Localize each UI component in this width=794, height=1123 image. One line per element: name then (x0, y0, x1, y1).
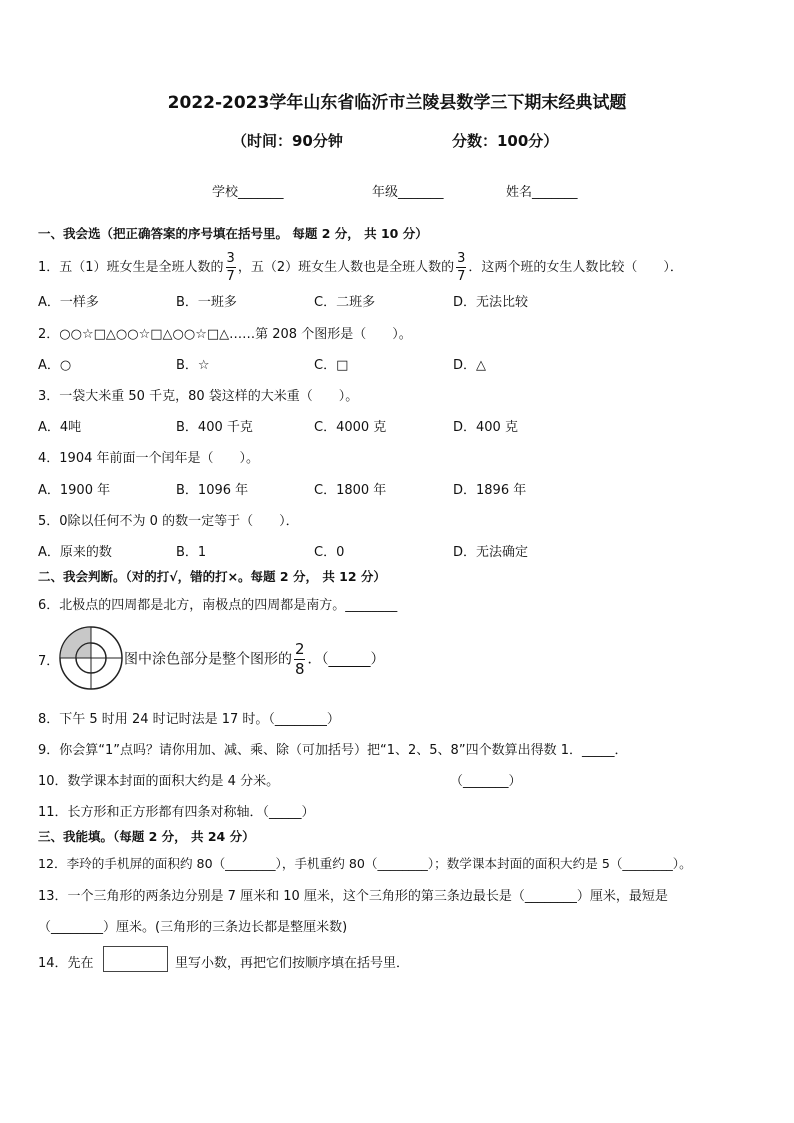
q5-option-d: D．无法确定 (453, 545, 529, 560)
q3-option-a: A．4吨 (38, 420, 82, 435)
question-12: 12．李玲的手机屏的面积约 80（________），手机重约 80（________）；数学课本封面的面积大约是 5（________）。 (38, 856, 692, 871)
exam-time: （时间：90分钟 (232, 132, 343, 150)
number-line-box (103, 946, 168, 972)
q1-option-d: D．无法比较 (453, 295, 529, 310)
question-9: 9．你会算“1”点吗？请你用加、减、乘、除（可加括号）把“1、2、5、8”四个数算出得数 1．_____． (38, 743, 628, 758)
shaded-circle-figure (58, 625, 124, 691)
section-heading-judge: 二、我会判断。（对的打√，错的打×。每题 2 分， 共 12 分） (38, 569, 386, 584)
question-7-blank: ．（______） (307, 651, 385, 668)
section-heading-choice: 一、我会选（把正确答案的序号填在括号里。 每题 2 分， 共 10 分） (38, 226, 428, 241)
q1-option-a: A．一样多 (38, 295, 99, 310)
question-1 (38, 252, 683, 283)
question-4: 4．1904 年前面一个闰年是（ ）。 (38, 451, 259, 466)
question-11: 11．长方形和正方形都有四条对称轴．（_____） (38, 805, 315, 820)
question-1-part-c: ．这两个班的女生人数比较（ ）． (468, 260, 683, 275)
question-7 (124, 642, 385, 677)
q3-option-c: C．4000 克 (314, 420, 387, 435)
q4-option-b: B．1096 年 (176, 483, 249, 498)
q2-option-c: C．□ (314, 358, 349, 373)
page-title: 2022-2023学年山东省临沂市兰陵县数学三下期末经典试题 (167, 93, 627, 113)
question-13-line-1: 13．一个三角形的两条边分别是 7 厘米和 10 厘米，这个三角形的第三条边最长是（________）厘米，最短是 (38, 889, 668, 904)
q2-option-b: B．☆ (176, 358, 210, 373)
q2-option-a: A．○ (38, 358, 72, 373)
question-8: 8．下午 5 时用 24 时记时法是 17 时。（________） (38, 712, 340, 727)
question-2: 2．○○☆□△○○☆□△○○☆□△……第 208 个图形是（ ）。 (38, 327, 412, 342)
question-14-part-a: 14．先在 (38, 956, 94, 971)
q4-option-c: C．1800 年 (314, 483, 387, 498)
question-1-part-b: ，五（2）班女生人数也是全班人数的 (237, 260, 455, 275)
question-7-text: 图中涂色部分是整个图形的 (124, 651, 292, 668)
fraction-3-7-b: $\frac{3}{7}$ (457, 251, 466, 284)
fraction-3-7-a: $\frac{3}{7}$ (226, 251, 235, 284)
section-heading-fill: 三、我能填。（每题 2 分， 共 24 分） (38, 829, 255, 844)
q5-option-c: C．0 (314, 545, 345, 560)
question-6: 6．北极点的四周都是北方，南极点的四周都是南方。________ (38, 598, 398, 613)
question-10: 10．数学课本封面的面积大约是 4 分米。 (38, 774, 280, 789)
q5-option-a: A．原来的数 (38, 545, 112, 560)
question-5: 5．0除以任何不为 0 的数一定等于（ ）． (38, 514, 299, 529)
q4-option-a: A．1900 年 (38, 483, 111, 498)
exam-score: 分数：100分） (452, 132, 559, 150)
q5-option-b: B．1 (176, 545, 207, 560)
q1-option-b: B．一班多 (176, 295, 237, 310)
question-7-number: 7． (38, 654, 60, 669)
question-3: 3．一袋大米重 50 千克，80 袋这样的大米重（ ）。 (38, 389, 359, 404)
q1-option-c: C．二班多 (314, 295, 376, 310)
question-10-blank: （_______） (450, 774, 522, 789)
q2-option-d: D．△ (453, 358, 487, 373)
fraction-2-8: $\frac{2}{8}$ (295, 640, 305, 678)
name-field: 姓名_______ (506, 185, 578, 200)
question-14-part-b: 里写小数，再把它们按顺序填在括号里． (175, 956, 410, 971)
question-1-part-a: 1．五（1）班女生是全班人数的 (38, 260, 224, 275)
q4-option-d: D．1896 年 (453, 483, 527, 498)
question-13-line-2: （________）厘米。(三角形的三条边长都是整厘米数) (38, 920, 348, 935)
school-field: 学校_______ (212, 185, 284, 200)
q3-option-d: D．400 克 (453, 420, 518, 435)
q3-option-b: B．400 千克 (176, 420, 253, 435)
grade-field: 年级_______ (372, 185, 444, 200)
